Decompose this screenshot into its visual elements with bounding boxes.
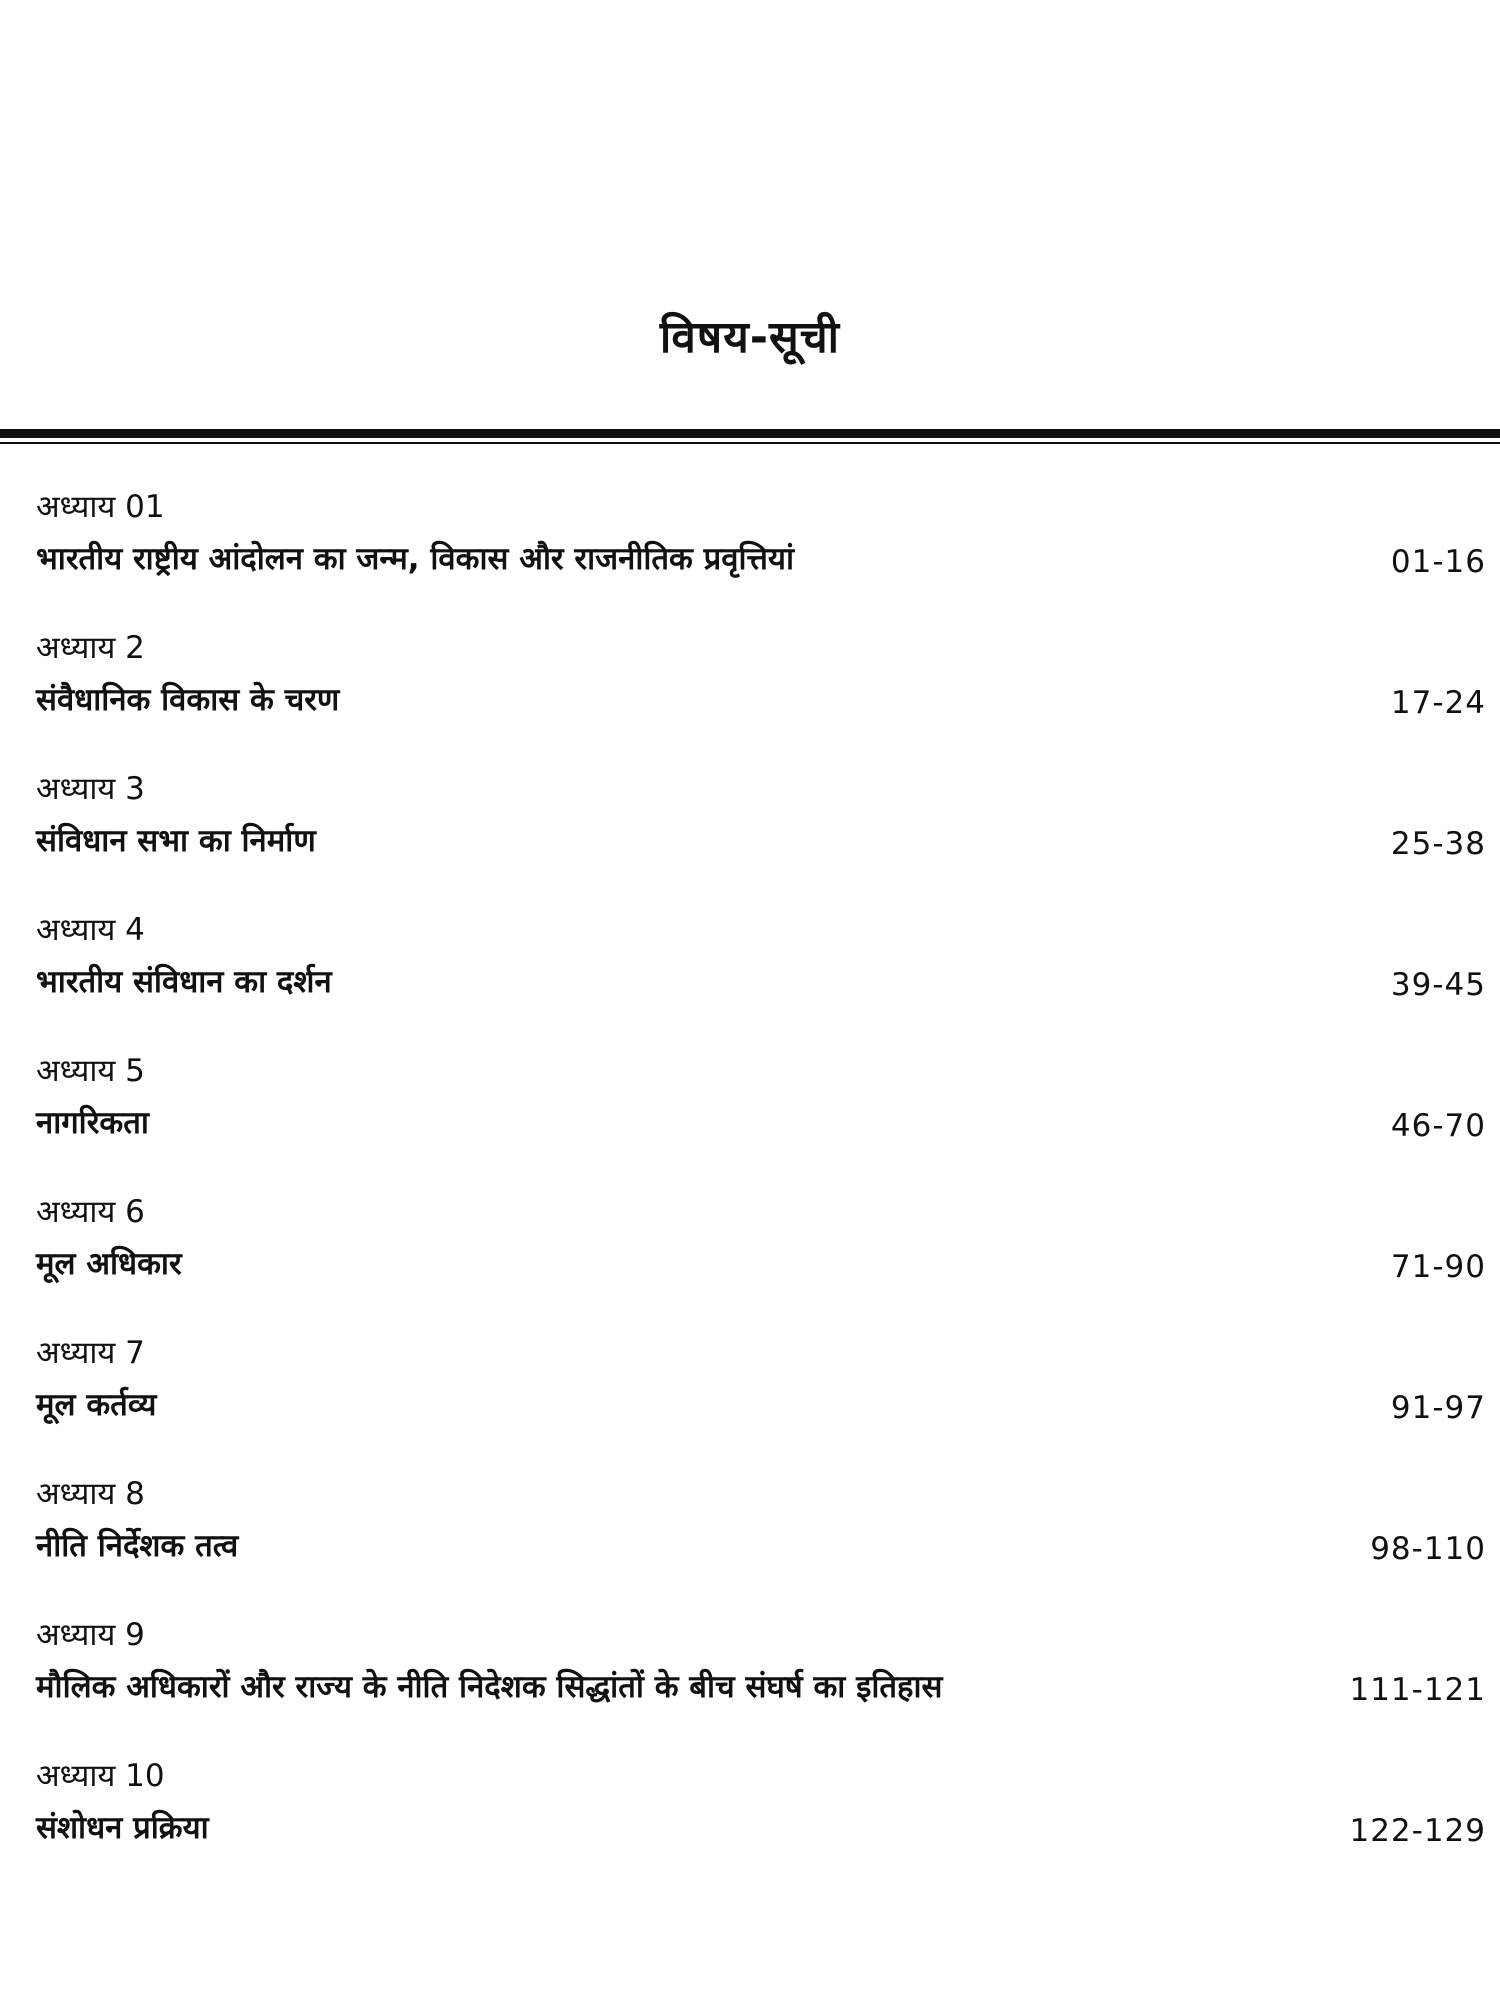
chapter-title: मूल अधिकार — [36, 1246, 182, 1282]
chapter-page-range: 39-45 — [1390, 967, 1486, 1003]
chapter-page-range: 91-97 — [1390, 1390, 1486, 1426]
chapter-page-range: 01-16 — [1390, 544, 1486, 580]
chapter-label: अध्याय 2 — [36, 630, 145, 666]
toc-entry-3 — [36, 770, 1486, 911]
chapter-title: नागरिकता — [36, 1105, 149, 1141]
divider-thick — [0, 429, 1500, 438]
chapter-title: मौलिक अधिकारों और राज्य के नीति निदेशक सिद्धांतों के बीच संघर्ष का इतिहास — [36, 1669, 943, 1705]
chapter-page-range: 71-90 — [1390, 1249, 1486, 1285]
chapter-label: अध्याय 3 — [36, 771, 145, 807]
chapter-title: संशोधन प्रक्रिया — [36, 1810, 209, 1846]
chapter-label: अध्याय 10 — [36, 1758, 165, 1794]
toc-entry-2 — [36, 629, 1486, 770]
divider-thin — [0, 442, 1500, 444]
toc-entry-10 — [36, 1757, 1486, 1898]
chapter-title: संविधान सभा का निर्माण — [36, 823, 316, 859]
chapter-title: भारतीय संविधान का दर्शन — [36, 964, 332, 1000]
toc-entry-7 — [36, 1334, 1486, 1475]
chapter-page-range: 25-38 — [1390, 826, 1486, 862]
toc-entry-8 — [36, 1475, 1486, 1616]
toc-entry-6 — [36, 1193, 1486, 1334]
chapter-label: अध्याय 8 — [36, 1476, 145, 1512]
chapter-label: अध्याय 6 — [36, 1194, 145, 1230]
toc-entry-1 — [36, 488, 1486, 629]
chapter-label: अध्याय 4 — [36, 912, 145, 948]
toc-entry-4 — [36, 911, 1486, 1052]
chapter-label: अध्याय 7 — [36, 1335, 145, 1371]
chapter-page-range: 111-121 — [1349, 1672, 1486, 1708]
chapter-title: नीति निर्देशक तत्व — [36, 1528, 239, 1564]
chapter-page-range: 122-129 — [1349, 1813, 1486, 1849]
chapter-label: अध्याय 01 — [36, 489, 165, 525]
page-title: विषय-सूची — [659, 312, 841, 363]
chapter-label: अध्याय 5 — [36, 1053, 145, 1089]
chapter-label: अध्याय 9 — [36, 1617, 145, 1653]
chapter-page-range: 46-70 — [1390, 1108, 1486, 1144]
chapter-title: मूल कर्तव्य — [36, 1387, 157, 1423]
toc-entry-9 — [36, 1616, 1486, 1757]
chapter-title: भारतीय राष्ट्रीय आंदोलन का जन्म, विकास और राजनीतिक प्रवृत्तियां — [36, 541, 794, 577]
chapter-page-range: 98-110 — [1370, 1531, 1486, 1567]
toc-entry-5 — [36, 1052, 1486, 1193]
chapter-title: संवैधानिक विकास के चरण — [36, 682, 340, 718]
table-of-contents — [36, 488, 1486, 1898]
chapter-page-range: 17-24 — [1390, 685, 1486, 721]
